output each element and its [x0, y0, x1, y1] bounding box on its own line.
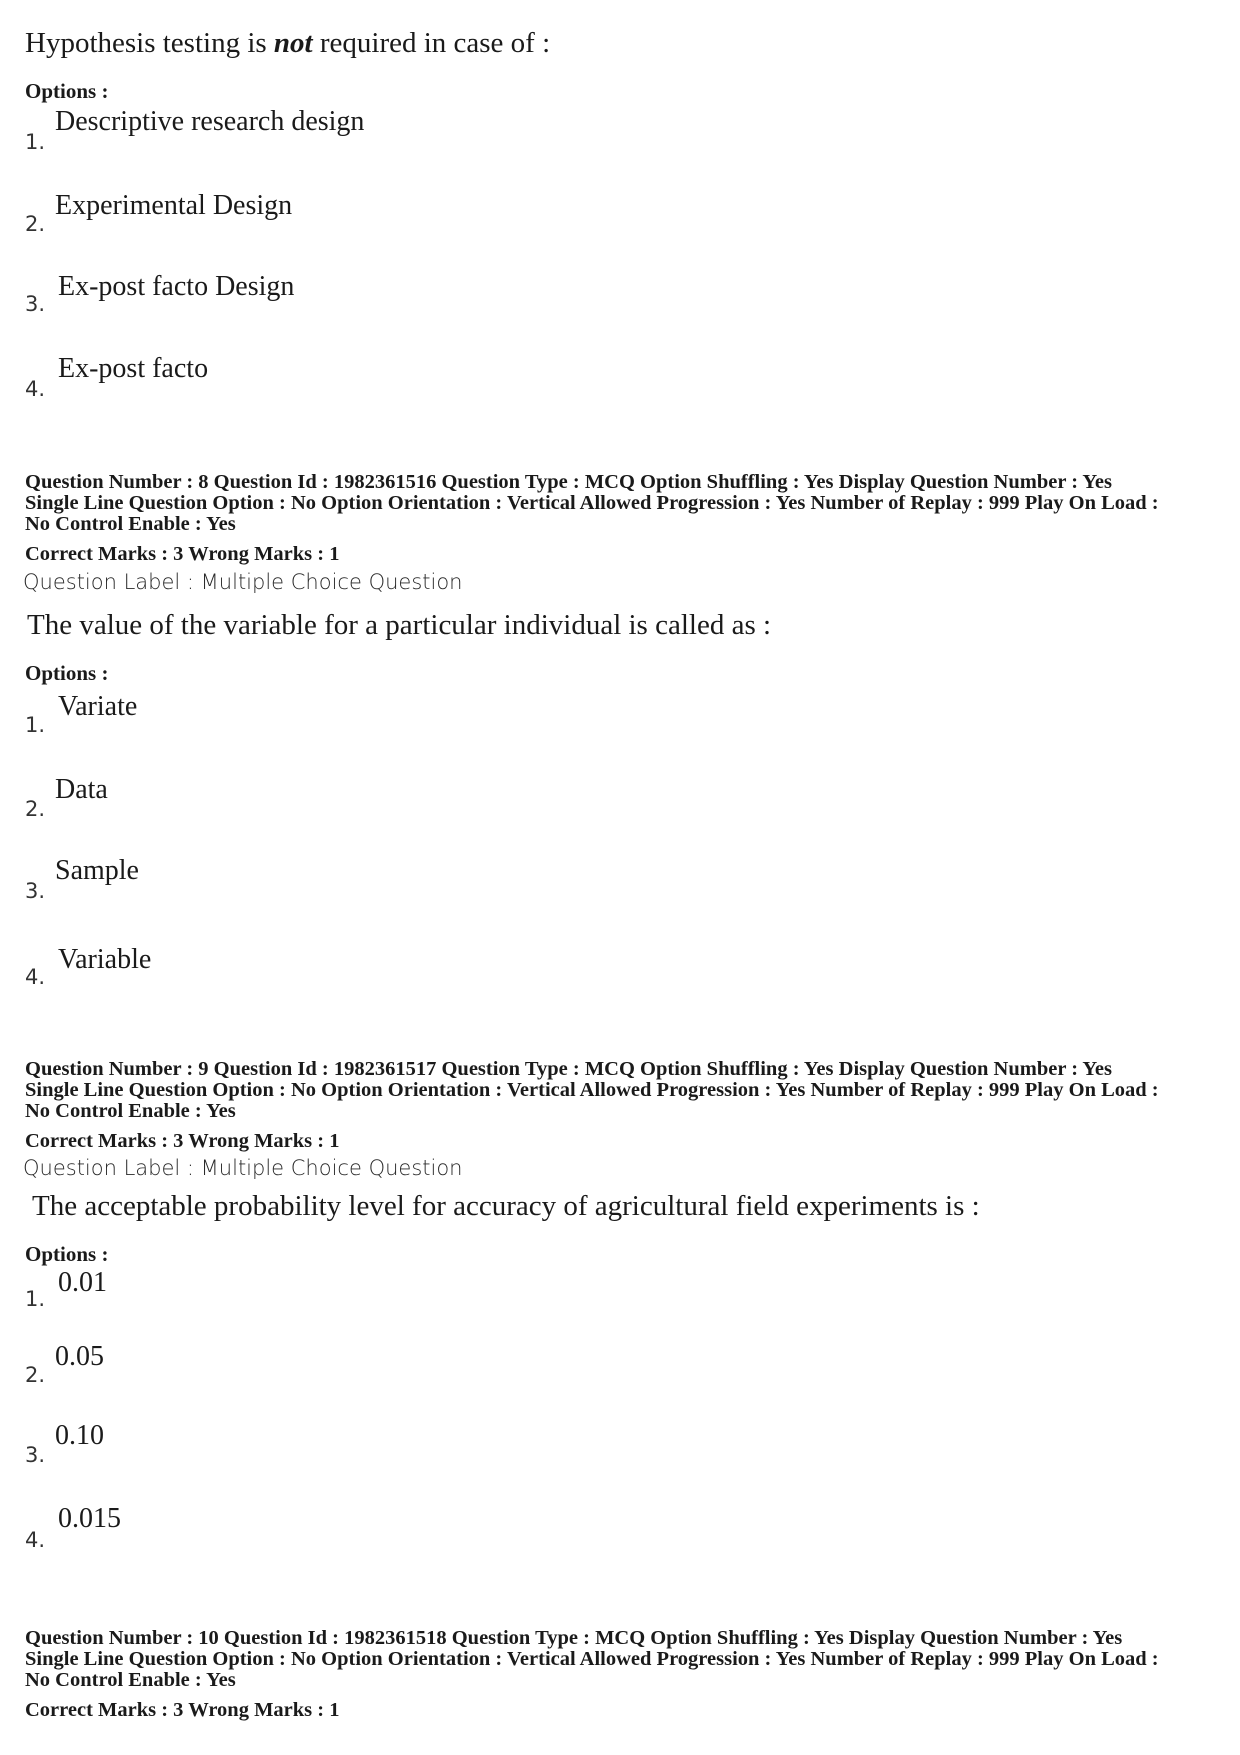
question-9-label: Question Label : Multiple Choice Question: [23, 1156, 463, 1180]
question-8-option-2-text: Data: [55, 774, 108, 805]
question-7-option-3-number: 3.: [25, 292, 46, 316]
question-8-meta-line-2: Single Line Question Option : No Option Orientation : Vertical Allowed Progression : Yes Number of Replay : 999 Play On Load :: [25, 492, 1159, 514]
question-9-meta-line-1: Question Number : 9 Question Id : 1982361517 Question Type : MCQ Option Shuffling : Yes Display Question Number : Yes: [25, 1058, 1112, 1080]
question-9-option-4-text: 0.015: [58, 1503, 121, 1534]
question-8-option-1-text: Variate: [58, 691, 138, 722]
question-9-option-1-number: 1.: [25, 1287, 46, 1311]
question-7-option-4-number: 4.: [25, 377, 46, 401]
question-7-option-1-text: Descriptive research design: [55, 106, 365, 137]
question-9-meta-line-2: Single Line Question Option : No Option Orientation : Vertical Allowed Progression : Yes Number of Replay : 999 Play On Load :: [25, 1079, 1159, 1101]
question-9-meta-line-3: No Control Enable : Yes: [25, 1100, 236, 1122]
question-8-option-2-number: 2.: [25, 797, 46, 821]
question-8-options-label: Options :: [25, 661, 109, 685]
question-9-option-2-number: 2.: [25, 1363, 46, 1387]
question-10-marks: Correct Marks : 3 Wrong Marks : 1: [25, 1699, 340, 1721]
question-9-option-2-text: 0.05: [55, 1341, 104, 1372]
question-7-options-label: Options :: [25, 79, 109, 103]
question-10-meta-line-1: Question Number : 10 Question Id : 1982361518 Question Type : MCQ Option Shuffling : Yes Display Question Number : Yes: [25, 1627, 1123, 1649]
question-9-option-4-number: 4.: [25, 1528, 46, 1552]
question-8-option-3-number: 3.: [25, 879, 46, 903]
question-7-option-3-text: Ex-post facto Design: [58, 271, 295, 302]
question-8-marks: Correct Marks : 3 Wrong Marks : 1: [25, 543, 340, 565]
question-8-text: The value of the variable for a particular individual is called as :: [27, 609, 772, 641]
question-7-option-4-text: Ex-post facto: [58, 353, 209, 384]
question-10-meta-line-2: Single Line Question Option : No Option Orientation : Vertical Allowed Progression : Yes Number of Replay : 999 Play On Load :: [25, 1648, 1159, 1670]
question-7-emphasis: not: [273, 27, 313, 59]
question-8-label: Question Label : Multiple Choice Question: [23, 570, 463, 594]
question-8-meta-line-3: No Control Enable : Yes: [25, 513, 236, 535]
question-9-option-3-number: 3.: [25, 1443, 46, 1467]
question-8-option-1-number: 1.: [25, 713, 46, 737]
question-9-options-label: Options :: [25, 1242, 109, 1266]
question-7-option-2-text: Experimental Design: [55, 190, 293, 221]
question-9-option-1-text: 0.01: [58, 1267, 107, 1298]
question-8-option-3-text: Sample: [55, 855, 139, 886]
question-7-text: Hypothesis testing is not required in case of :: [25, 27, 551, 59]
question-9-marks: Correct Marks : 3 Wrong Marks : 1: [25, 1130, 340, 1152]
question-9-option-3-text: 0.10: [55, 1420, 104, 1451]
question-8-option-4-number: 4.: [25, 965, 46, 989]
question-8-meta-line-1: Question Number : 8 Question Id : 1982361516 Question Type : MCQ Option Shuffling : Yes Display Question Number : Yes: [25, 471, 1112, 493]
question-8-option-4-text: Variable: [58, 944, 152, 975]
question-7-option-2-number: 2.: [25, 212, 46, 236]
question-10-meta-line-3: No Control Enable : Yes: [25, 1669, 236, 1691]
question-9-text: The acceptable probability level for accuracy of agricultural field experiments is :: [32, 1190, 980, 1222]
question-7-option-1-number: 1.: [25, 130, 46, 154]
